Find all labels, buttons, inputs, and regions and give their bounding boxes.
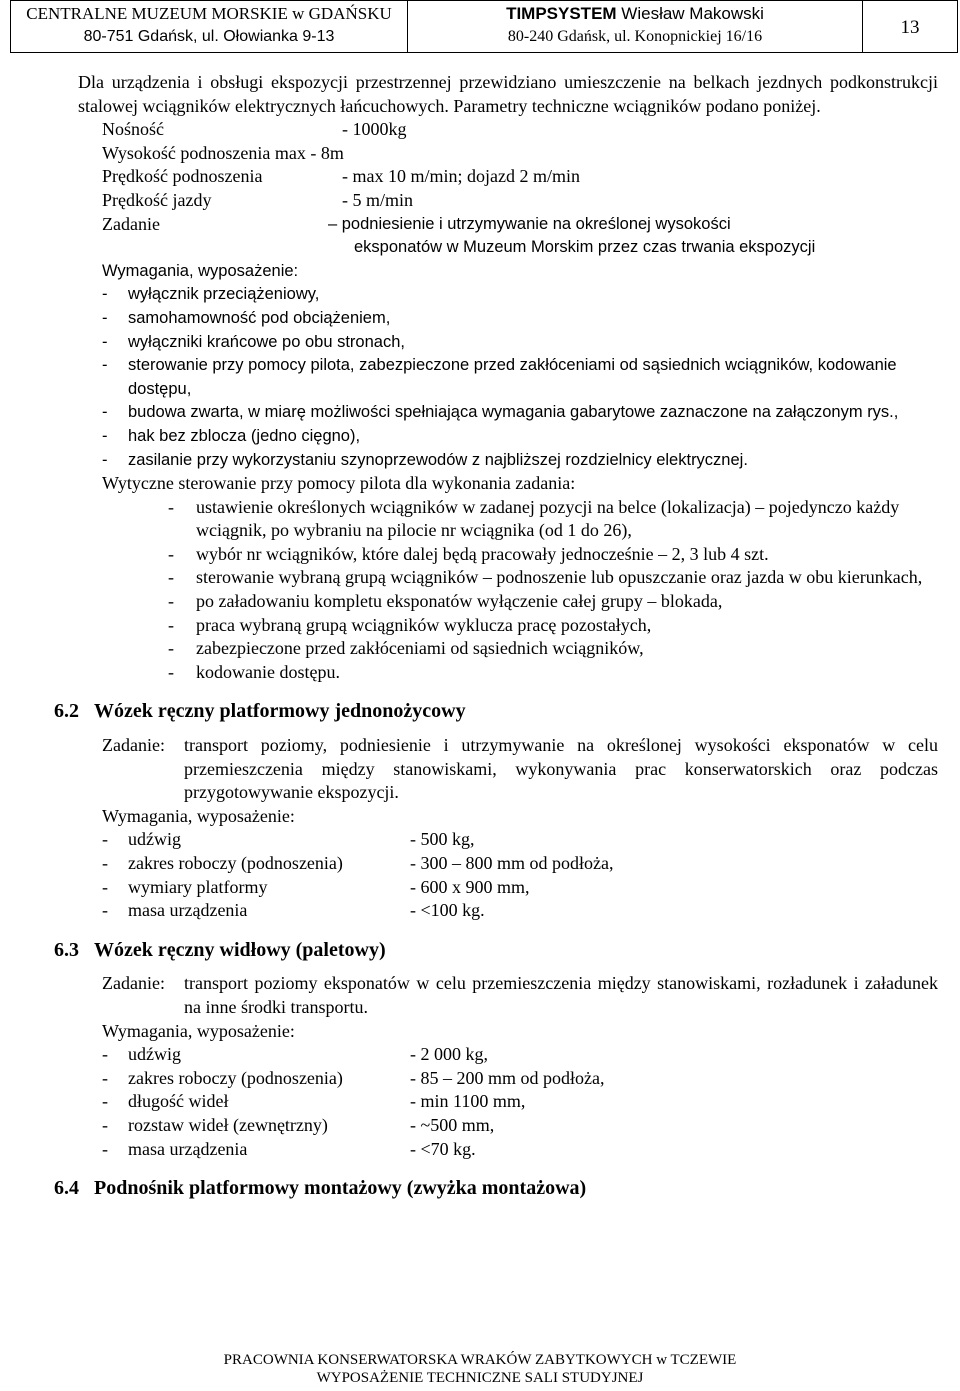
section-6-2-body	[102, 734, 938, 923]
param-value: - max 10 m/min; dojazd 2 m/min	[342, 166, 580, 187]
param-row	[102, 213, 938, 237]
param-label: Prędkość podnoszenia	[102, 166, 263, 187]
list-item: - hak bez zblocza (jedno cięgno),	[102, 426, 361, 445]
page-content	[54, 71, 938, 1201]
param-label: Zadanie	[102, 213, 160, 234]
header-museum-name: CENTRALNE MUZEUM MORSKIE w GDAŃSKU	[26, 4, 392, 23]
list-item: - wyłącznik przeciążeniowy,	[102, 285, 320, 304]
param-label: Prędkość jazdy	[102, 189, 212, 210]
list-item: - kodowanie dostępu.	[168, 661, 340, 682]
section-6-4-heading	[54, 1177, 938, 1201]
list-item: - ustawienie określonych wciągników w zadanej pozycji na belce (lokalizacja) – pojedynczo każdy wciągnik, po wybraniu na pilocie nr wciągnika (od 1 do 26),	[168, 496, 900, 541]
list-item: - sterowanie przy pomocy pilota, zabezpieczone przed zakłóceniami od sąsiednich wciągników, kodowanie dostępu,	[102, 356, 897, 398]
header-museum-cell	[10, 0, 408, 53]
guidelines-label: Wytyczne sterowanie przy pomocy pilota dla wykonania zadania:	[102, 473, 576, 494]
header-company-cell	[407, 0, 863, 53]
list-item: - zasilanie przy wykorzystaniu szynoprzewodów z najbliższej rozdzielnicy elektrycznej.	[102, 450, 748, 469]
header-company-address: 80-240 Gdańsk, ul. Konopnickiej 16/16	[507, 28, 763, 45]
section-6-2-heading	[54, 700, 938, 724]
footer-line-1: PRACOWNIA KONSERWATORSKA WRAKÓW ZABYTKOWYCH w TCZEWIE	[223, 1352, 737, 1368]
header-company-brand: TIMPSYSTEM	[506, 4, 617, 23]
param-row	[102, 142, 938, 166]
param-value: - 5 m/min	[342, 189, 413, 210]
header-company-name	[408, 4, 862, 24]
task-label: Zadanie:	[102, 973, 165, 994]
list-item: - wybór nr wciągników, które dalej będą pracowały jednocześnie – 2, 3 lub 4 szt.	[168, 543, 769, 564]
spec-row: - długość wideł - min 1100 mm,	[102, 1091, 526, 1112]
spec-row: - udźwig - 2 000 kg,	[102, 1044, 488, 1065]
guidelines-list	[78, 496, 938, 685]
list-item: - wyłączniki krańcowe po obu stronach,	[102, 332, 405, 351]
spec-row: - zakres roboczy (podnoszenia) - 85 – 200 mm od podłoża,	[102, 1067, 605, 1088]
intro-paragraph: Dla urządzenia i obsługi ekspozycji przestrzennej przewidziano umieszczenie na belkach jezdnych podkonstrukcji stalowej wciągników elektrycznych łańcuchowych. Parametry techniczne wciągników podano poniżej.	[78, 72, 938, 116]
section-title: Podnośnik platformowy montażowy (zwyżka montażowa)	[94, 1177, 587, 1200]
task-text: transport poziomy eksponatów w celu przemieszczenia między stanowiskami, rozładunek i załadunek na inne środki transportu.	[184, 973, 938, 1017]
list-item: - praca wybraną grupą wciągników wyklucza pracę pozostałych,	[168, 614, 652, 635]
header-page-cell	[862, 0, 958, 53]
list-item: - budowa zwarta, w miarę możliwości spełniająca wymagania gabarytowe zaznaczone na załączonym rys.,	[102, 403, 899, 422]
page-header	[0, 0, 960, 56]
hoist-parameters	[102, 118, 938, 260]
requirements-label: Wymagania, wyposażenie:	[102, 1020, 295, 1041]
section-number: 6.4	[54, 1177, 79, 1200]
section-number: 6.2	[54, 700, 79, 723]
spec-row: - rozstaw wideł (zewnętrzny) - ~500 mm,	[102, 1114, 495, 1135]
spec-row: - masa urządzenia - <100 kg.	[102, 900, 485, 921]
param-label: Nośność	[102, 119, 164, 140]
task-text: transport poziomy, podniesienie i utrzymywanie na określonej wysokości eksponatów w celu przemieszczenia między stanowiskami, wykonywania prac konserwatorskich oraz podczas przygotowywanie ekspozycji.	[184, 735, 938, 803]
spec-row: - wymiary platformy - 600 x 900 mm,	[102, 876, 530, 897]
list-item: - zabezpieczone przed zakłóceniami od sąsiednich wciągników,	[168, 638, 644, 659]
task-description	[102, 972, 938, 1019]
list-item: - po załadowaniu kompletu eksponatów wyłączenie całej grupy – blokada,	[168, 591, 723, 612]
section-title: Wózek ręczny platformowy jednonożycowy	[94, 700, 466, 723]
task-description	[102, 734, 938, 805]
page-footer	[0, 1351, 960, 1387]
param-value: – podniesienie i utrzymywanie na określonej wysokości	[328, 214, 731, 233]
param-row	[102, 165, 938, 189]
spec-row: - zakres roboczy (podnoszenia) - 300 – 800 mm od podłoża,	[102, 853, 614, 873]
requirements-list	[102, 283, 938, 472]
spec-row: - udźwig - 500 kg,	[102, 829, 475, 850]
page-number: 13	[900, 17, 920, 38]
section-title: Wózek ręczny widłowy (paletowy)	[94, 938, 386, 961]
param-value-continuation: eksponatów w Muzeum Morskim przez czas trwania ekspozycji	[354, 238, 816, 257]
section-6-3-heading	[54, 939, 938, 963]
param-value: - 1000kg	[342, 119, 407, 140]
param-value: - 8m	[310, 142, 344, 163]
section-6-3-body	[102, 972, 938, 1161]
list-item: - samohamowność pod obciążeniem,	[102, 308, 391, 327]
param-label: Wysokość podnoszenia max	[102, 142, 306, 163]
header-company-owner: Wiesław Makowski	[616, 4, 764, 23]
param-row	[102, 118, 938, 142]
param-row	[102, 189, 938, 213]
section-number: 6.3	[54, 938, 79, 961]
list-item: - sterowanie wybraną grupą wciągników – podnoszenie lub opuszczanie oraz jazda w obu kierunkach,	[168, 567, 923, 588]
task-label: Zadanie:	[102, 735, 165, 756]
header-museum-address: 80-751 Gdańsk, ul. Ołowianka 9-13	[83, 28, 335, 45]
requirements-label: Wymagania, wyposażenie:	[102, 261, 299, 280]
spec-row: - masa urządzenia - <70 kg.	[102, 1138, 476, 1159]
footer-line-2: WYPOSAŻENIE TECHNICZNE SALI STUDYJNEJ	[316, 1370, 644, 1386]
requirements-label: Wymagania, wyposażenie:	[102, 805, 295, 826]
